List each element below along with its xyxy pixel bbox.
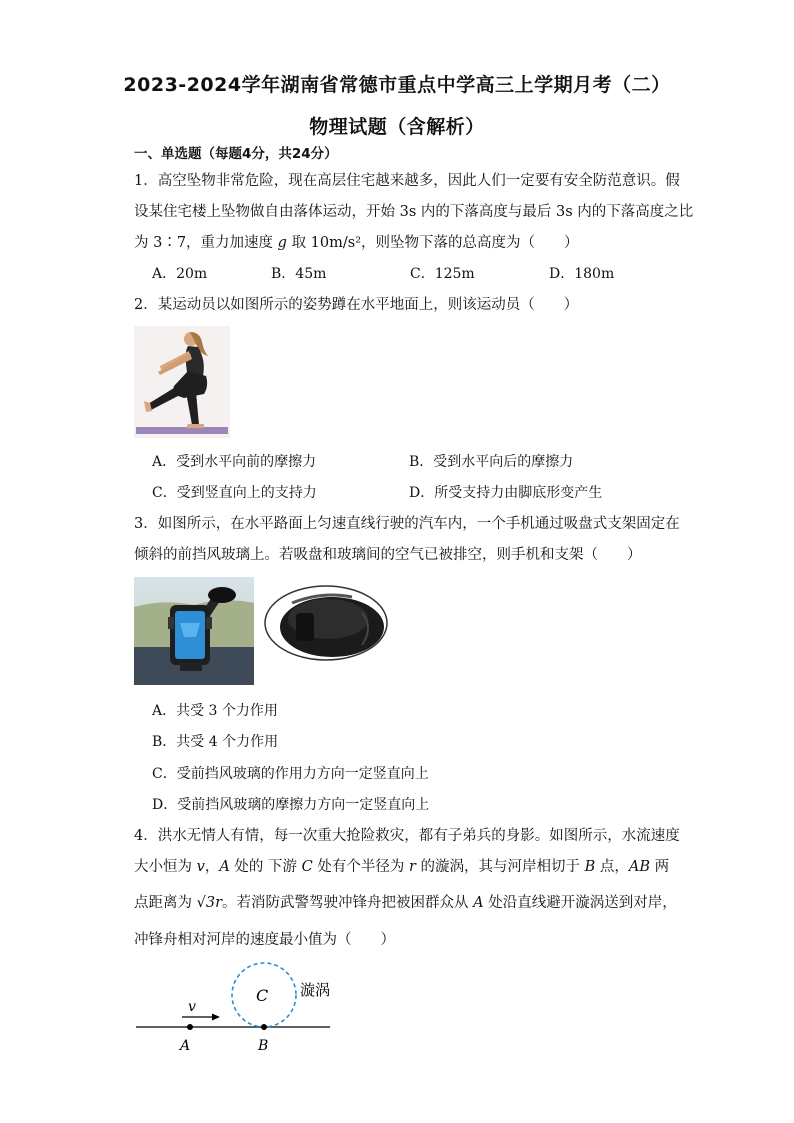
- phone-holder-photo: [134, 577, 254, 685]
- q4-text: 大小恒为: [134, 859, 197, 875]
- q1-var-g: g: [277, 235, 287, 251]
- q4-var-ab: AB: [628, 859, 651, 875]
- q4-text: ，: [204, 859, 220, 875]
- q4-stem-line3: [134, 893, 677, 913]
- q4-text: 。若消防武警驾驶冲锋舟把被困群众从: [222, 895, 474, 911]
- point-a: [187, 1024, 193, 1030]
- q2-option-a[interactable]: A．受到水平向前的摩擦力: [152, 454, 317, 470]
- q3-option-b[interactable]: B．共受 4 个力作用: [152, 734, 279, 750]
- label-c: C: [256, 986, 269, 1005]
- label-a: A: [180, 1038, 191, 1054]
- suction-cup-closeup: [262, 583, 390, 663]
- q2-option-d[interactable]: D．所受支持力由脚底形变产生: [409, 485, 603, 501]
- q4-var-b: B: [584, 859, 596, 875]
- athlete-squat-image: [134, 326, 230, 438]
- q4-text: 两: [650, 859, 670, 875]
- arrow-head-icon: [212, 1014, 220, 1021]
- q4-text: 处沿直线避开漩涡送到对岸，: [483, 895, 677, 911]
- q4-sqrt3r: √3r: [196, 895, 223, 911]
- q4-var-a: A: [473, 895, 484, 911]
- q4-stem-line2: [134, 857, 669, 877]
- label-b: B: [258, 1038, 269, 1054]
- q4-var-c: C: [301, 859, 313, 875]
- q2-option-c[interactable]: C．受到竖直向上的支持力: [152, 485, 317, 501]
- q1-stem-line2: 设某住宅楼上坠物做自由落体运动，开始 3s 内的下落高度与最后 3s 内的下落高度之比: [134, 204, 694, 220]
- q4-text: 处有个半径为: [312, 859, 409, 875]
- q4-text: 点，: [595, 859, 629, 875]
- q4-var-v: v: [196, 859, 205, 875]
- section-heading: 一、单选题（每题4分，共24分）: [134, 146, 338, 162]
- page-subtitle: 物理试题（含解析）: [309, 116, 485, 138]
- q2-stem: 2．某运动员以如图所示的姿势蹲在水平地面上，则该运动员（ ）: [134, 297, 579, 313]
- q1-text: 取 10m/s²，则坠物下落的总高度为（ ）: [286, 235, 579, 251]
- q1-option-c[interactable]: C．125m: [410, 266, 475, 282]
- q4-stem-line1: 4．洪水无情人有情，每一次重大抢险救灾，都有子弟兵的身影。如图所示，水流速度: [134, 828, 680, 844]
- q4-text: 的漩涡，其与河岸相切于: [415, 859, 585, 875]
- q2-option-b[interactable]: B．受到水平向后的摩擦力: [409, 454, 574, 470]
- q4-text: 点距离为: [134, 895, 197, 911]
- label-v: v: [188, 999, 196, 1015]
- q1-option-d[interactable]: D．180m: [549, 266, 615, 282]
- q1-stem-line3: [134, 233, 579, 253]
- q4-var-r: r: [408, 859, 416, 875]
- q1-option-b[interactable]: B．45m: [271, 266, 327, 282]
- q3-option-a[interactable]: A．共受 3 个力作用: [152, 703, 278, 719]
- label-vortex: 漩涡: [300, 981, 331, 999]
- q1-text: 为 3∶7，重力加速度: [134, 235, 278, 251]
- q1-option-a[interactable]: A．20m: [152, 266, 208, 282]
- q4-var-a: A: [219, 859, 230, 875]
- page-title: 2023-2024学年湖南省常德市重点中学高三上学期月考（二）: [123, 74, 671, 96]
- q3-option-d[interactable]: D．受前挡风玻璃的摩擦力方向一定竖直向上: [152, 797, 430, 813]
- q3-option-c[interactable]: C．受前挡风玻璃的作用力方向一定竖直向上: [152, 766, 429, 782]
- q4-stem-line4: 冲锋舟相对河岸的速度最小值为（ ）: [134, 932, 395, 948]
- q4-text: 处的 下游: [229, 859, 302, 875]
- q1-stem-line1: 1．高空坠物非常危险，现在高层住宅越来越多，因此人们一定要有安全防范意识。假: [134, 173, 680, 189]
- q3-stem-line1: 3．如图所示，在水平路面上匀速直线行驶的汽车内，一个手机通过吸盘式支架固定在: [134, 516, 680, 532]
- vortex-diagram: [130, 955, 340, 1060]
- point-b: [261, 1024, 267, 1030]
- q3-stem-line2: 倾斜的前挡风玻璃上。若吸盘和玻璃间的空气已被排空，则手机和支架（ ）: [134, 547, 642, 563]
